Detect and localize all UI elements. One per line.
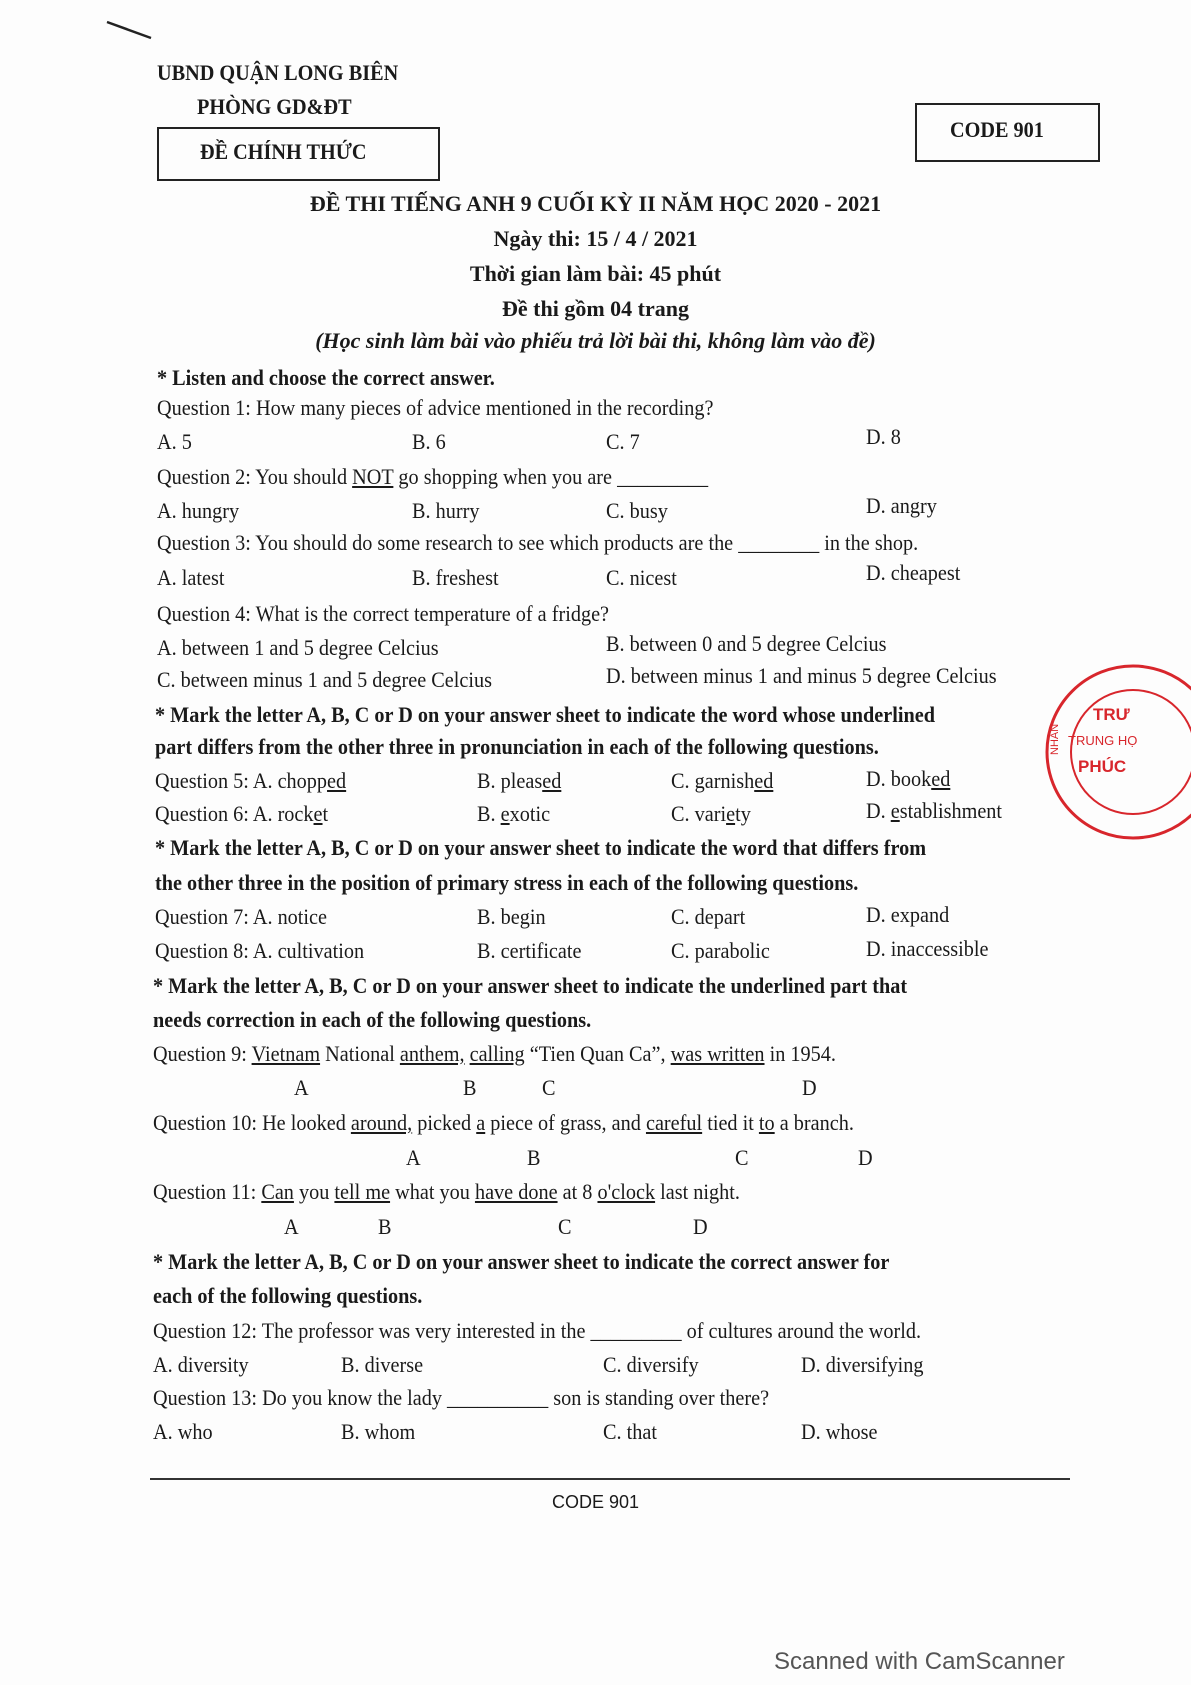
instruction-answer-1: * Mark the letter A, B, C or D on your answer sheet to indicate the correct answer for bbox=[153, 1249, 890, 1274]
q8-option-c: C. parabolic bbox=[671, 938, 770, 963]
question-5-a bbox=[155, 768, 346, 794]
q11-underlined-a: Can bbox=[261, 1179, 294, 1204]
q11-underlined-b: tell me bbox=[334, 1179, 391, 1204]
q10-seg: a branch. bbox=[774, 1110, 854, 1135]
q10-underlined-b: a bbox=[476, 1110, 486, 1135]
q5-c-underlined: ed bbox=[754, 768, 774, 793]
q6-d-text-2: stablishment bbox=[899, 798, 1003, 823]
q1-option-b: B. 6 bbox=[412, 429, 446, 454]
q12-option-d: D. diversifying bbox=[801, 1352, 924, 1377]
q10-seg: picked bbox=[412, 1110, 477, 1135]
q2-underlined: NOT bbox=[352, 464, 394, 489]
q2-option-d: D. angry bbox=[866, 493, 937, 518]
q4-option-d: D. between minus 1 and minus 5 degree Celcius bbox=[606, 663, 997, 688]
q3-option-b: B. freshest bbox=[412, 565, 499, 590]
q3-option-a: A. latest bbox=[157, 565, 225, 590]
q9-letter-c: C bbox=[542, 1075, 556, 1100]
question-1: Question 1: How many pieces of advice mentioned in the recording? bbox=[157, 395, 714, 420]
instruction-listen: * Listen and choose the correct answer. bbox=[157, 365, 495, 390]
q13-option-a: A. who bbox=[153, 1419, 213, 1444]
question-10 bbox=[153, 1110, 854, 1136]
q8-option-b: B. certificate bbox=[477, 938, 582, 963]
q6-b-text: B. bbox=[477, 801, 501, 826]
instruction-correction-2: needs correction in each of the following questions. bbox=[153, 1007, 592, 1032]
q5-d-text: D. book bbox=[866, 766, 932, 791]
q10-seg: tied it bbox=[702, 1110, 759, 1135]
q11-letter-c: C bbox=[558, 1214, 572, 1239]
instruction-answer-2: each of the following questions. bbox=[153, 1283, 423, 1308]
q5-c-text: C. garnish bbox=[671, 768, 755, 793]
q4-option-a: A. between 1 and 5 degree Celcius bbox=[157, 635, 439, 660]
question-6-c bbox=[671, 801, 751, 827]
q7-option-a: Question 7: A. notice bbox=[155, 904, 328, 929]
question-3: Question 3: You should do some research to see which products are the ________ in the shop. bbox=[157, 530, 919, 555]
question-2 bbox=[157, 464, 708, 490]
q10-letter-a: A bbox=[406, 1145, 421, 1170]
q6-b-underlined: e bbox=[500, 801, 510, 826]
question-6-b bbox=[477, 801, 550, 827]
exam-title: ĐỀ THI TIẾNG ANH 9 CUỐI KỲ II NĂM HỌC 2020 - 2021 bbox=[309, 191, 882, 216]
q6-a-text-2: t bbox=[322, 801, 329, 826]
q13-option-c: C. that bbox=[603, 1419, 657, 1444]
q2-text-2: go shopping when you are _________ bbox=[393, 464, 709, 489]
footer-divider bbox=[150, 1478, 1070, 1480]
exam-note: (Học sinh làm bài vào phiếu trả lời bài thi, không làm vào đề) bbox=[315, 328, 876, 353]
q11-letter-b: B bbox=[378, 1214, 392, 1239]
dept-name: UBND QUẬN LONG BIÊN bbox=[157, 60, 399, 85]
q9-underlined-a: Vietnam bbox=[251, 1041, 321, 1066]
question-6-a bbox=[155, 801, 328, 827]
q10-letter-d: D bbox=[858, 1145, 873, 1170]
q2-option-a: A. hungry bbox=[157, 498, 240, 523]
q10-seg: Question 10: He looked bbox=[153, 1110, 351, 1135]
q7-option-b: B. begin bbox=[477, 904, 546, 929]
q12-option-b: B. diverse bbox=[341, 1352, 424, 1377]
instruction-correction-1: * Mark the letter A, B, C or D on your answer sheet to indicate the underlined part that bbox=[153, 973, 908, 998]
q1-option-c: C. 7 bbox=[606, 429, 640, 454]
question-4: Question 4: What is the correct temperature of a fridge? bbox=[157, 601, 610, 626]
q6-c-underlined: e bbox=[726, 801, 736, 826]
q9-underlined-b: anthem, bbox=[399, 1041, 465, 1066]
q9-letter-b: B bbox=[463, 1075, 477, 1100]
q5-d-underlined: ed bbox=[931, 766, 951, 791]
q11-seg: at 8 bbox=[557, 1179, 598, 1204]
q1-option-d: D. 8 bbox=[866, 424, 901, 449]
q6-d-underlined: e bbox=[890, 798, 900, 823]
q7-option-d: D. expand bbox=[866, 902, 950, 927]
q8-option-a: Question 8: A. cultivation bbox=[155, 938, 365, 963]
q5-b-underlined: ed bbox=[542, 768, 562, 793]
official-label: ĐỀ CHÍNH THỨC bbox=[200, 139, 367, 164]
question-13: Question 13: Do you know the lady __________ son is standing over there? bbox=[153, 1385, 770, 1410]
q2-option-b: B. hurry bbox=[412, 498, 480, 523]
exam-pages: Đề thi gồm 04 trang bbox=[502, 296, 689, 321]
q3-option-c: C. nicest bbox=[606, 565, 677, 590]
q10-letter-b: B bbox=[527, 1145, 541, 1170]
instruction-stress-2: the other three in the position of primary stress in each of the following questions. bbox=[155, 870, 859, 895]
q9-seg: Question 9: bbox=[153, 1041, 252, 1066]
q9-underlined-c: calling bbox=[469, 1041, 525, 1066]
q5-a-underlined: ed bbox=[327, 768, 347, 793]
question-6-d bbox=[866, 798, 1002, 824]
q3-option-d: D. cheapest bbox=[866, 560, 961, 585]
instruction-pronunciation-2: part differs from the other three in pronunciation in each of the following questions. bbox=[155, 734, 879, 759]
question-5-b bbox=[477, 768, 561, 794]
q9-seg: National bbox=[320, 1041, 400, 1066]
stamp-text-4: NHÂN bbox=[1049, 723, 1061, 755]
stamp-text-3: PHÚC bbox=[1078, 757, 1127, 776]
q8-option-d: D. inaccessible bbox=[866, 936, 989, 961]
q11-letter-a: A bbox=[284, 1214, 299, 1239]
q9-letter-d: D bbox=[802, 1075, 817, 1100]
q10-underlined-c: careful bbox=[645, 1110, 703, 1135]
q5-a-text: Question 5: A. chopp bbox=[155, 768, 328, 793]
q11-seg: Question 11: bbox=[153, 1179, 262, 1204]
q10-letter-c: C bbox=[735, 1145, 749, 1170]
question-5-c bbox=[671, 768, 773, 794]
q12-option-c: C. diversify bbox=[603, 1352, 699, 1377]
q6-b-text-2: xotic bbox=[509, 801, 551, 826]
exam-duration: Thời gian làm bài: 45 phút bbox=[469, 261, 722, 286]
q6-c-text: C. vari bbox=[671, 801, 727, 826]
exam-date: Ngày thi: 15 / 4 / 2021 bbox=[493, 226, 698, 251]
q11-letter-d: D bbox=[693, 1214, 708, 1239]
instruction-stress-1: * Mark the letter A, B, C or D on your answer sheet to indicate the word that differs from bbox=[155, 835, 927, 860]
office-name: PHÒNG GD&ĐT bbox=[197, 94, 352, 119]
q11-underlined-d: o'clock bbox=[597, 1179, 656, 1204]
q13-option-b: B. whom bbox=[341, 1419, 416, 1444]
q6-c-text-2: ty bbox=[735, 801, 751, 826]
q9-letter-a: A bbox=[294, 1075, 309, 1100]
q6-a-underlined: e bbox=[313, 801, 323, 826]
q4-option-c: C. between minus 1 and 5 degree Celcius bbox=[157, 667, 493, 692]
instruction-pronunciation-1: * Mark the letter A, B, C or D on your answer sheet to indicate the word whose underlined bbox=[155, 702, 935, 727]
q4-option-b: B. between 0 and 5 degree Celcius bbox=[606, 631, 887, 656]
scanner-watermark: Scanned with CamScanner bbox=[774, 1648, 1065, 1675]
q6-a-text: Question 6: A. rock bbox=[155, 801, 314, 826]
school-stamp bbox=[1038, 660, 1191, 845]
q5-b-text: B. pleas bbox=[477, 768, 543, 793]
q10-underlined-a: around, bbox=[350, 1110, 413, 1135]
q2-option-c: C. busy bbox=[606, 498, 668, 523]
pen-mark bbox=[105, 18, 155, 42]
q11-seg: last night. bbox=[655, 1179, 740, 1204]
q10-underlined-d: to bbox=[758, 1110, 775, 1135]
q10-seg: piece of grass, and bbox=[485, 1110, 646, 1135]
q12-option-a: A. diversity bbox=[153, 1352, 249, 1377]
stamp-text-2: TRUNG HỌ bbox=[1068, 733, 1138, 748]
q2-text-1: Question 2: You should bbox=[157, 464, 353, 489]
q11-seg: you bbox=[293, 1179, 335, 1204]
q9-seg: “Tien Quan Ca”, bbox=[524, 1041, 671, 1066]
question-11 bbox=[153, 1179, 740, 1205]
q11-seg: what you bbox=[390, 1179, 475, 1204]
q13-option-d: D. whose bbox=[801, 1419, 878, 1444]
q6-d-text: D. bbox=[866, 798, 891, 823]
stamp-text-1: TRƯ bbox=[1093, 705, 1130, 724]
question-5-d bbox=[866, 766, 950, 792]
footer-code: CODE 901 bbox=[551, 1492, 640, 1512]
q11-underlined-c: have done bbox=[474, 1179, 558, 1204]
code-label: CODE 901 bbox=[950, 117, 1044, 142]
q9-underlined-d: was written bbox=[670, 1041, 765, 1066]
q1-option-a: A. 5 bbox=[157, 429, 192, 454]
question-9 bbox=[153, 1041, 836, 1067]
q7-option-c: C. depart bbox=[671, 904, 746, 929]
question-12: Question 12: The professor was very interested in the _________ of cultures around the world. bbox=[153, 1318, 922, 1343]
q9-seg: in 1954. bbox=[764, 1041, 836, 1066]
